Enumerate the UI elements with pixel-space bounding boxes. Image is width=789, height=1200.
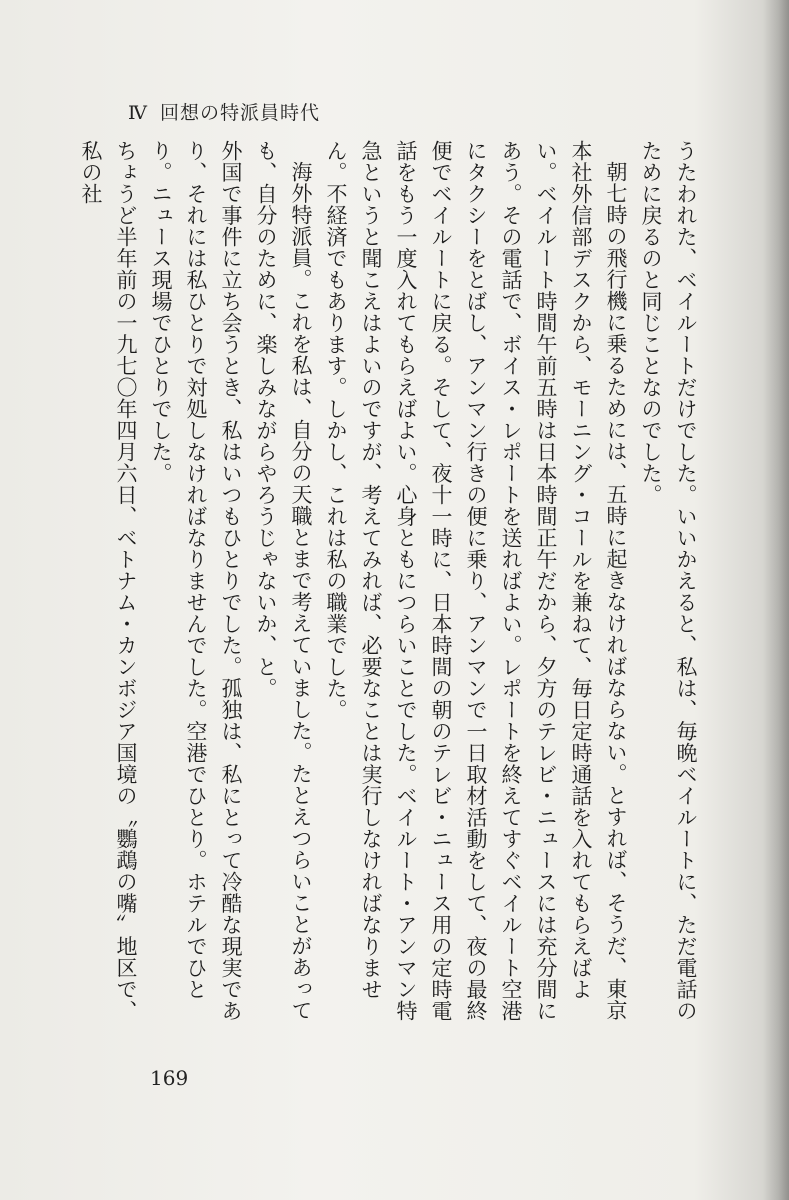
chapter-mark: Ⅳ [128, 102, 148, 124]
paragraph-2: 朝七時の飛行機に乗るためには、五時に起きなければならない。とすれば、そうだ、東京本社外信部デスクから、モーニング・コールを兼ねて、毎日定時通話を入れてもらえばよい。ベイルート時間午前五時は日本時間正午だから、夕方のテレビ・ニュースには充分間にあう。その電話で、ボイス・レポートを送ればよい。レポートを終えてすぐベイルート空港にタクシーをとばし、アンマン行きの便に乗り、アンマンで一日取材活動をして、夜の最終便でベイルートに戻る。そして、夜十一時に、日本時間の朝のテレビ・ニュース用の定時電話をもう一度入れてもらえばよい。心身ともにつらいことでした。ベイルート・アンマン特急というと聞こえはよいのですが、考えてみれば、必要なことは実行しなければなりません。不経済でもあります。しかし、これは私の職業でした。 [324, 140, 628, 1022]
running-header [128, 98, 320, 125]
paragraph-1: うたわれた、ベイルートだけでした。いいかえると、私は、毎晩ベイルートに、ただ電話のために戻るのと同じことなのでした。 [639, 140, 698, 1022]
page-spine-shadow [763, 0, 789, 1200]
page-number: 169 [150, 1066, 189, 1090]
chapter-title: 回想の特派員時代 [159, 102, 320, 124]
vertical-body-text [79, 140, 703, 1030]
paragraph-3: 海外特派員。これを私は、自分の天職とまで考えていました。たとえつらいことがあっても、自分のために、楽しみながらやろうじゃないか、と。 [254, 140, 313, 1021]
paragraph-5: ちょうど半年前の一九七〇年四月六日、ベトナム・カンボジア国境の〝鸚鵡の嘴〟地区で、私の社 [79, 140, 138, 1022]
paragraph-4: 外国で事件に立ち会うとき、私はいつもひとりでした。孤独は、私にとって冷酷な現実であり、それには私ひとりで対処しなければなりませんでした。空港でひとり。ホテルでひとり。ニュース現場でひとりでした。 [149, 140, 243, 1022]
